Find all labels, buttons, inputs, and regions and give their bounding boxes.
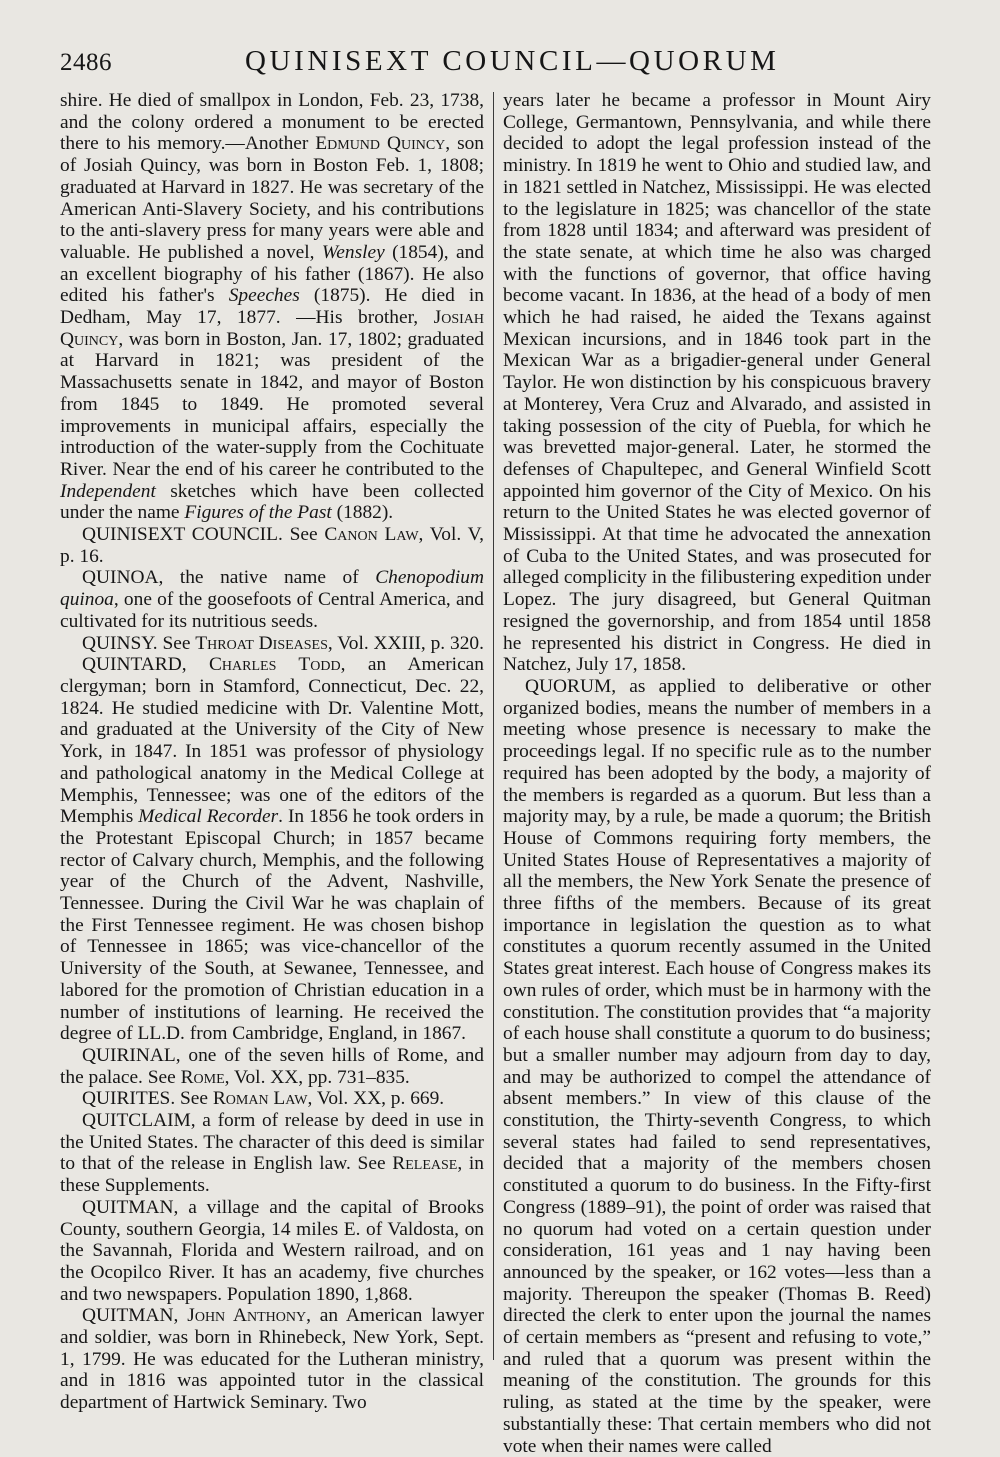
article-continuation	[503, 90, 931, 676]
text-run: QUINTARD,	[82, 654, 209, 676]
small-caps-name: Edmund Quincy	[315, 133, 446, 155]
text-run: , Vol. XX, p. 669.	[307, 1088, 445, 1110]
text-run: , was born in Boston, Jan. 17, 1802; graduated at Harvard in 1821; was president of the Massachusetts senate in 1842, and mayor of Boston from 1845 to 1849. He promoted several improvements in municipal affairs, especially the introduction of the water-supply from the Cochituate River. Near the end of his career he contributed to the	[60, 328, 484, 480]
italic-title: Wensley	[321, 241, 385, 263]
text-run: , son of Josiah Quincy, was born in Boston Feb. 1, 1808; graduated at Harvard in 1827. He was secretary of the American Anti-Slavery Society, and his contributions to the anti-slavery press for many years were able and valuable. He published a novel,	[60, 133, 485, 263]
column-divider	[493, 92, 494, 1360]
text-run: QUORUM, as applied to deliberative or other organized bodies, means the number of members in a meeting whose presence is necessary to make the proceedings legal. If no specific rule as to the number required has been adopted by the body, a majority of the members is regarded as a quorum. But less than a majority may, by a rule, be made a quorum; the British House of Commons requiring forty members, the United States House of Representatives a majority of all the members, the New York Senate the presence of three fifths of the members. Because of its great importance in legislation the question as to what constitutes a quorum recently assumed in the United States great interest. Each house of Congress makes its own rules of order, which must be in harmony with the constitution. The constitution provides that “a majority of each house shall constitute a quorum to do business; but a smaller number may adjourn from day to day, and may be authorized to compel the attendance of absent members.” In view of this clause of the constitution, the Thirty-seventh Congress, to which several states had failed to send representatives, decided that a majority of the members chosen constituted a quorum to do business. In the Fifty-first Congress (1889–91), the point of order was raised that no quorum had voted on a certain question under consideration, 161 yeas and 1 nay having been announced by the speaker, or 162 votes—less than a majority. Thereupon the speaker (Thomas B. Reed) directed the clerk to enter upon the journal the names of certain members as “present and refusing to vote,” and ruled that a quorum was present within the meaning of the constitution. The grounds for this ruling, as stated at the time by the speaker, were substantially these: That certain members who did not vote when their names were called	[503, 675, 931, 1457]
right-column	[503, 90, 931, 1457]
article-entry	[60, 1305, 484, 1414]
article-entry	[60, 524, 484, 567]
article-entry	[503, 676, 931, 1457]
text-run: , in these Supplements.	[60, 1153, 484, 1197]
left-column	[60, 90, 484, 1414]
page-header	[60, 45, 940, 85]
text-run: QUINOA, the native name of	[82, 567, 376, 589]
page-number: 2486	[60, 49, 112, 76]
article-entry	[60, 1197, 484, 1306]
small-caps-name: Canon Law	[324, 524, 419, 546]
italic-title: Speeches	[228, 285, 300, 307]
text-run: , Vol. V, p. 16.	[60, 524, 484, 567]
text-run: , an American clergyman; born in Stamford, Connecticut, Dec. 22, 1824. He studied medicine with Dr. Valentine Mott, and graduated at the University of the City of New York, in 1847. In 1851 was professor of physiology and pathological anatomy in the Medical College at Memphis, Tennessee; was one of the editors of the Memphis	[60, 654, 484, 828]
article-entry	[60, 633, 484, 655]
text-run: sketches which have been collected under the name	[60, 480, 484, 524]
text-run: QUINSY. See	[82, 632, 196, 654]
italic-title: Figures of the Past	[184, 502, 332, 524]
text-run: years later he became a professor in Mount Airy College, Germantown, Pennsylvania, and while there decided to adopt the legal profession instead of the ministry. In 1819 he went to Ohio and studied law, and in 1821 settled in Natchez, Mississippi. He was elected to the legislature in 1825; was chancellor of the state from 1828 until 1834; and afterward was president of the state senate, at which time he also was charged with the functions of governor, that office having become vacant. In 1836, at the head of a body of men which he had raised, he aided the Texans against Mexican incursions, and in 1846 took part in the Mexican War as a brigadier-general under General Taylor. He won distinction by his conspicuous bravery at Monterey, Vera Cruz and Alvarado, and assisted in taking possession of the city of Puebla, for which he was brevetted major-general. Later, he stormed the defenses of Chapultepec, and General Winfield Scott appointed him governor of the City of Mexico. On his return to the United States he was elected governor of Mississippi. At that time he advocated the annexation of Cuba to the United States, and was prosecuted for alleged complicity in the filibustering expedition under Lopez. The jury disagreed, but General Quitman resigned the governorship, and from 1854 until 1858 he represented his district in Congress. He died in Natchez, July 17, 1858.	[503, 90, 931, 676]
article-continuation	[60, 90, 484, 524]
text-run: , Vol. XX, pp. 731–835.	[224, 1066, 410, 1088]
italic-title: Independent	[60, 480, 156, 502]
article-entry	[60, 1088, 484, 1110]
article-entry	[60, 1045, 484, 1088]
text-run: QUITCLAIM, a form of release by deed in use in the United States. The character of this deed is similar to that of the release in English law. See	[60, 1110, 484, 1175]
small-caps-name: John Anthony	[187, 1305, 307, 1327]
small-caps-name: Rome	[180, 1066, 225, 1088]
running-title: QUINISEXT COUNCIL—QUORUM	[245, 45, 780, 77]
text-run: QUITMAN,	[82, 1305, 188, 1327]
text-run: , one of the goosefoots of Central America, and cultivated for its nutritious seeds.	[60, 589, 484, 632]
text-run: , an American lawyer and soldier, was born in Rhinebeck, New York, Sept. 1, 1799. He was educated for the Lutheran ministry, and in 1816 was appointed tutor in the classical department of Hartwick Seminary. Two	[60, 1305, 484, 1414]
article-entry	[60, 567, 484, 632]
text-run: QUIRINAL, one of the seven hills of Rome, and the palace. See	[60, 1044, 484, 1088]
small-caps-name: Release	[392, 1153, 458, 1175]
small-caps-name: Roman Law	[212, 1088, 308, 1110]
text-run: (1854), and an excellent biography of his father (1867). He also edited his father's	[60, 241, 484, 307]
italic-title: Medical Recorder	[138, 806, 279, 828]
text-run: , Vol. XXIII, p. 320.	[327, 632, 484, 654]
italic-title: Chenopodium quinoa	[60, 567, 484, 611]
article-entry	[60, 654, 484, 1045]
small-caps-name: Charles Todd	[208, 654, 341, 676]
text-run: (1882).	[331, 502, 394, 524]
text-run: (1875). He died in Dedham, May 17, 1877. —His brother,	[60, 285, 484, 329]
text-run: shire. He died of smallpox in London, Feb. 23, 1738, and the colony ordered a monument to be erected there to his memory.—Another	[60, 90, 484, 155]
small-caps-name: Throat Diseases	[195, 632, 328, 654]
text-run: QUINISEXT COUNCIL. See	[82, 524, 325, 546]
small-caps-name: Josiah Quincy	[60, 307, 484, 350]
text-run: QUITMAN, a village and the capital of Brooks County, southern Georgia, 14 miles E. of Valdosta, on the Savannah, Florida and Western railroad, and on the Ocopilco River. It has an academy, five churches and two newspapers. Population 1890, 1,868.	[60, 1196, 484, 1305]
text-run: . In 1856 he took orders in the Protestant Episcopal Church; in 1857 became rector of Calvary church, Memphis, and the following year of the Church of the Advent, Nashville, Tennessee. During the Civil War he was chaplain of the First Tennessee regiment. He was chosen bishop of Tennessee in 1865; was vice-chancellor of the University of the South, at Sewanee, Tennessee, and labored for the promotion of Christian education in a number of institutions of learning. He received the degree of LL.D. from Cambridge, England, in 1867.	[60, 806, 484, 1045]
article-entry	[60, 1110, 484, 1197]
text-run: QUIRITES. See	[82, 1088, 213, 1110]
